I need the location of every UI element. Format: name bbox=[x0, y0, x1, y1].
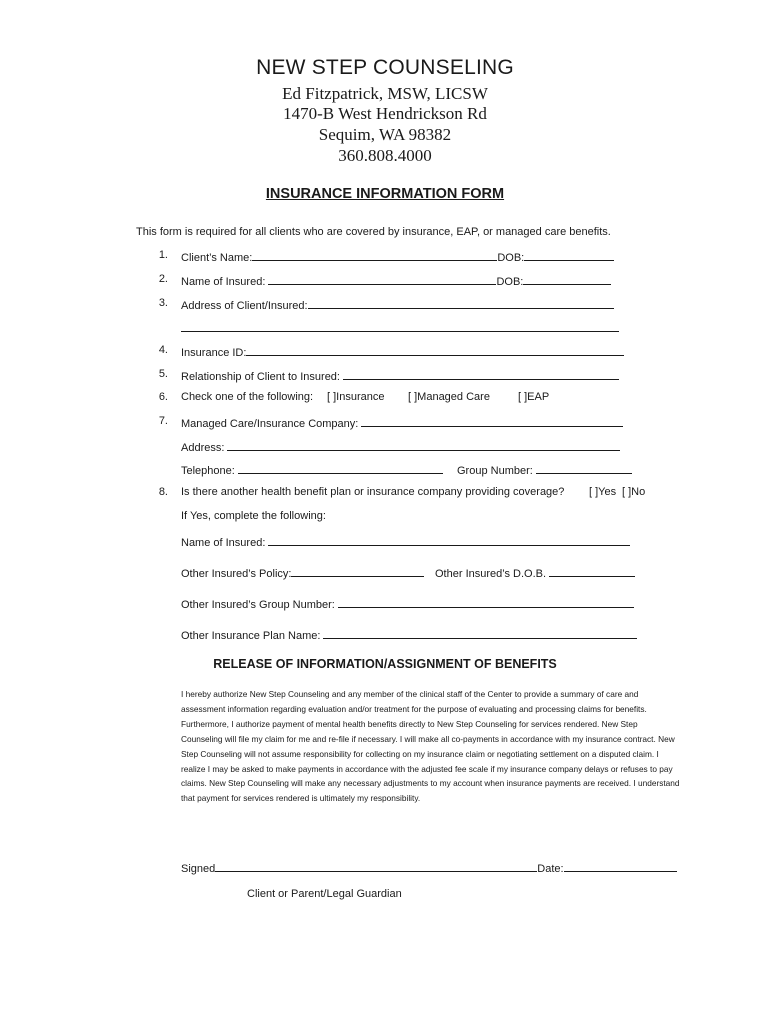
insurance-id-label: Insurance ID: bbox=[181, 347, 247, 359]
no-checkbox[interactable]: [ ]No bbox=[622, 486, 646, 498]
other-name-of-insured-row bbox=[181, 534, 630, 549]
other-dob-label: Other Insured’s D.O.B. bbox=[435, 568, 547, 580]
telephone-field[interactable] bbox=[238, 462, 443, 474]
client-name-row bbox=[181, 249, 614, 264]
address-client-label: Address of Client/Insured: bbox=[181, 300, 308, 312]
company-field[interactable] bbox=[361, 415, 623, 427]
group-number-field[interactable] bbox=[536, 462, 632, 474]
release-text: I hereby authorize New Step Counseling and any member of the clinical staff of the Center to provide a summary of care and assessment information regarding evaluation and/or treatment for the purpose of evaluating and processing claims for benefits. Furthermore, I authorize payment of mental health benefits directly to New Step Counseling for services rendered. New Step Counseling will file my claim for me and re-file if necessary. I will make all co-payments in accordance with my insurance contract. New Step Counseling will not assume responsibility for collecting on my insurance claim or negotiating settlement on a disputed claim. I realize I may be asked to make payments in accordance with the adjusted fee scale if my insurance company delays or refuses to pay claims. New Step Counseling will make any necessary adjustments to my account when insurance payments are received. I understand that payment for services rendered is ultimately my responsibility. bbox=[181, 689, 680, 804]
other-plan-name-row bbox=[181, 627, 637, 642]
insurance-id-row bbox=[181, 344, 624, 359]
other-group-number-field[interactable] bbox=[338, 596, 634, 608]
other-plan-name-label: Other Insurance Plan Name: bbox=[181, 630, 321, 642]
company-label: Managed Care/Insurance Company: bbox=[181, 418, 359, 430]
relationship-field[interactable] bbox=[343, 368, 619, 380]
other-policy-row bbox=[181, 565, 424, 580]
other-policy-label: Other Insured’s Policy: bbox=[181, 568, 292, 580]
group-number-row bbox=[457, 462, 632, 477]
other-name-of-insured-field[interactable] bbox=[268, 534, 630, 546]
form-title: INSURANCE INFORMATION FORM bbox=[265, 186, 505, 202]
yes-checkbox[interactable]: [ ]Yes bbox=[589, 486, 617, 498]
date-label: Date: bbox=[537, 863, 564, 875]
company-address-label: Address: bbox=[181, 442, 225, 454]
client-name-field[interactable] bbox=[252, 249, 497, 261]
date-field[interactable] bbox=[564, 860, 677, 872]
if-yes-instruction: If Yes, complete the following: bbox=[181, 510, 326, 522]
item-number: 1. bbox=[158, 249, 168, 261]
insurance-id-field[interactable] bbox=[246, 344, 624, 356]
other-dob-row bbox=[435, 565, 635, 580]
insured-dob-label: DOB: bbox=[496, 276, 524, 288]
item-number: 3. bbox=[158, 297, 168, 309]
address-line-1: 1470-B West Hendrickson Rd bbox=[283, 104, 487, 123]
relationship-row bbox=[181, 368, 619, 383]
other-plan-question: Is there another health benefit plan or insurance company providing coverage? bbox=[181, 486, 565, 498]
eap-checkbox[interactable]: [ ]EAP bbox=[518, 391, 550, 403]
item-number: 7. bbox=[158, 415, 168, 427]
other-dob-field[interactable] bbox=[549, 565, 635, 577]
signature-caption: Client or Parent/Legal Guardian bbox=[247, 888, 402, 900]
telephone-label: Telephone: bbox=[181, 465, 235, 477]
group-number-label: Group Number: bbox=[457, 465, 533, 477]
signed-label: Signed bbox=[181, 863, 216, 875]
name-of-insured-row bbox=[181, 273, 611, 288]
address-client-row bbox=[181, 297, 614, 312]
client-name-label: Client’s Name: bbox=[181, 252, 253, 264]
address-client-field[interactable] bbox=[308, 297, 614, 309]
insurance-checkbox[interactable]: [ ]Insurance bbox=[327, 391, 385, 403]
managed-care-checkbox[interactable]: [ ]Managed Care bbox=[408, 391, 490, 403]
company-address-field[interactable] bbox=[227, 439, 620, 451]
name-of-insured-field[interactable] bbox=[268, 273, 496, 285]
client-dob-label: DOB: bbox=[497, 252, 525, 264]
practice-name: NEW STEP COUNSELING bbox=[256, 56, 514, 79]
intro-text: This form is required for all clients who are covered by insurance, EAP, or managed care benefits. bbox=[136, 226, 611, 238]
company-row bbox=[181, 415, 623, 430]
phone-number: 360.808.4000 bbox=[338, 146, 432, 165]
other-name-of-insured-label: Name of Insured: bbox=[181, 537, 266, 549]
other-group-number-label: Other Insured’s Group Number: bbox=[181, 599, 335, 611]
item-number: 2. bbox=[158, 273, 168, 285]
client-dob-field[interactable] bbox=[524, 249, 614, 261]
telephone-row bbox=[181, 462, 443, 477]
signature-field[interactable] bbox=[215, 860, 537, 872]
item-number: 4. bbox=[158, 344, 168, 356]
item-number: 6. bbox=[158, 391, 168, 403]
item-number: 8. bbox=[158, 486, 168, 498]
clinician-name: Ed Fitzpatrick, MSW, LICSW bbox=[282, 84, 488, 103]
check-one-label: Check one of the following: bbox=[181, 391, 314, 403]
signature-row bbox=[181, 860, 677, 875]
name-of-insured-label: Name of Insured: bbox=[181, 276, 266, 288]
relationship-label: Relationship of Client to Insured: bbox=[181, 371, 340, 383]
insured-dob-field[interactable] bbox=[523, 273, 611, 285]
company-address-row bbox=[181, 439, 620, 454]
address-line-2: Sequim, WA 98382 bbox=[318, 125, 452, 144]
address-client-field-line2[interactable] bbox=[181, 331, 619, 332]
other-group-number-row bbox=[181, 596, 634, 611]
other-plan-name-field[interactable] bbox=[323, 627, 637, 639]
other-policy-field[interactable] bbox=[291, 565, 424, 577]
item-number: 5. bbox=[158, 368, 168, 380]
release-title: RELEASE OF INFORMATION/ASSIGNMENT OF BENEFITS bbox=[213, 657, 557, 671]
